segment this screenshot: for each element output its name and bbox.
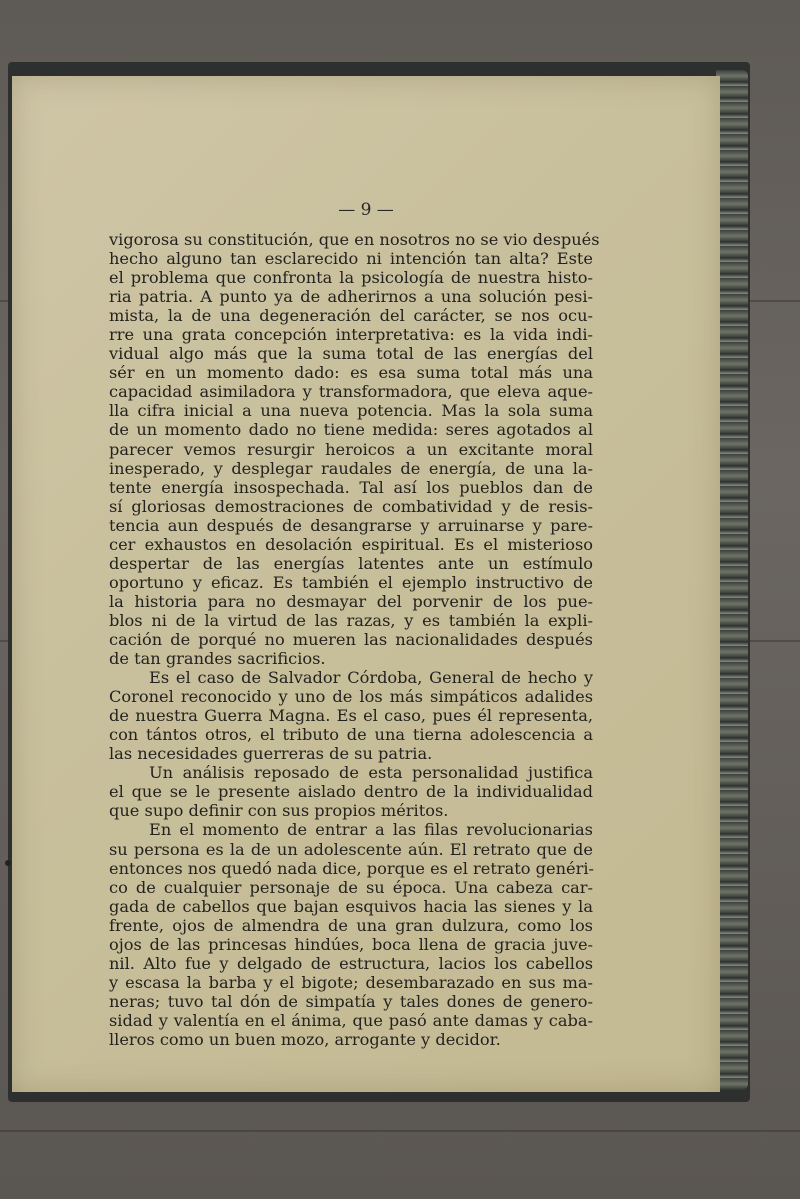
text-line: capacidad asimiladora y transformadora, que eleva aque- — [109, 382, 593, 402]
text-line: las necesidades guerreras de su patria. — [109, 744, 433, 764]
text-line: la historia para no desmayar del porvenir de los pue- — [109, 591, 593, 611]
text-line: ria patria. A punto ya de adherirnos a una solución pesi- — [109, 287, 593, 307]
text-line: su persona es la de un adolescente aún. El retrato que de — [109, 839, 593, 859]
text-line: el que se le presente aislado dentro de la individualidad — [109, 782, 593, 802]
text-line: neras; tuvo tal dón de simpatía y tales dones de genero- — [109, 991, 593, 1011]
text-line: sidad y valentía en el ánima, que pasó ante damas y caba- — [109, 1010, 593, 1030]
wood-grain — [0, 1130, 800, 1132]
text-line: nil. Alto fue y delgado de estructura, lacios los cabellos — [109, 953, 593, 973]
text-line: de un momento dado no tiene medida: seres agotados al — [109, 420, 593, 440]
text-line: que supo definir con sus propios méritos. — [109, 801, 449, 821]
text-line: hecho alguno tan esclarecido ni intención tan alta? Este — [109, 249, 593, 269]
text-line: vigorosa su constitución, que en nosotros no se vio después — [109, 230, 600, 249]
text-line: Coronel reconocido y uno de los más simpáticos adalides — [109, 687, 593, 707]
text-line: vidual algo más que la suma total de las energías del — [109, 344, 593, 364]
page-text — [109, 230, 600, 1049]
text-line: Es el caso de Salvador Córdoba, General de hecho y — [149, 668, 593, 688]
text-line: En el momento de entrar a las filas revolucionarias — [149, 820, 593, 840]
text-line: sér en un momento dado: es esa suma total más una — [109, 363, 593, 383]
text-line: con tántos otros, el tributo de una tierna adolescencia a — [109, 725, 593, 745]
text-line: lleros como un buen mozo, arrogante y decidor. — [109, 1029, 501, 1049]
text-line: tencia aun después de desangrarse y arruinarse y pare- — [109, 515, 593, 535]
text-line: de tan grandes sacrificios. — [109, 649, 326, 669]
text-line: Un análisis reposado de esta personalidad justifica — [149, 763, 593, 783]
text-line: blos ni de la virtud de las razas, y es también la expli- — [109, 610, 593, 630]
book-spine — [716, 70, 748, 1090]
text-line: despertar de las energías latentes ante un estímulo — [109, 553, 593, 573]
text-line: y escasa la barba y el bigote; desembarazado en sus ma- — [109, 972, 593, 992]
text-line: rre una grata concepción interpretativa: es la vida indi- — [109, 325, 593, 345]
text-line: sí gloriosas demostraciones de combatividad y de resis- — [109, 496, 593, 516]
text-line: gada de cabellos que bajan esquivos hacia las sienes y la — [109, 896, 593, 916]
text-line: lla cifra inicial a una nueva potencia. Mas la sola suma — [109, 401, 593, 421]
text-line: mista, la de una degeneración del carácter, se nos ocu- — [109, 306, 593, 326]
text-line: cación de porqué no mueren las nacionalidades después — [109, 629, 593, 649]
book-page — [12, 76, 720, 1092]
text-line: de nuestra Guerra Magna. Es el caso, pues él representa, — [109, 706, 593, 726]
text-line: el problema que confronta la psicología de nuestra histo- — [109, 268, 593, 288]
text-line: inesperado, y desplegar raudales de energía, de una la- — [109, 458, 593, 478]
text-line: parecer vemos resurgir heroicos a un excitante moral — [109, 439, 593, 459]
text-line: ojos de las princesas hindúes, boca llena de gracia juve- — [109, 934, 593, 954]
page-number: — 9 — — [338, 200, 394, 220]
margin-dot — [5, 860, 11, 866]
text-line: co de cualquier personaje de su época. Una cabeza car- — [109, 877, 593, 897]
text-line: tente energía insospechada. Tal así los pueblos dan de — [109, 477, 593, 497]
text-line: frente, ojos de almendra de una gran dulzura, como los — [109, 915, 593, 935]
text-line: oportuno y eficaz. Es también el ejemplo instructivo de — [109, 572, 593, 592]
text-line: entonces nos quedó nada dice, porque es el retrato genéri- — [109, 858, 594, 878]
text-line: cer exhaustos en desolación espiritual. Es el misterioso — [109, 534, 593, 554]
